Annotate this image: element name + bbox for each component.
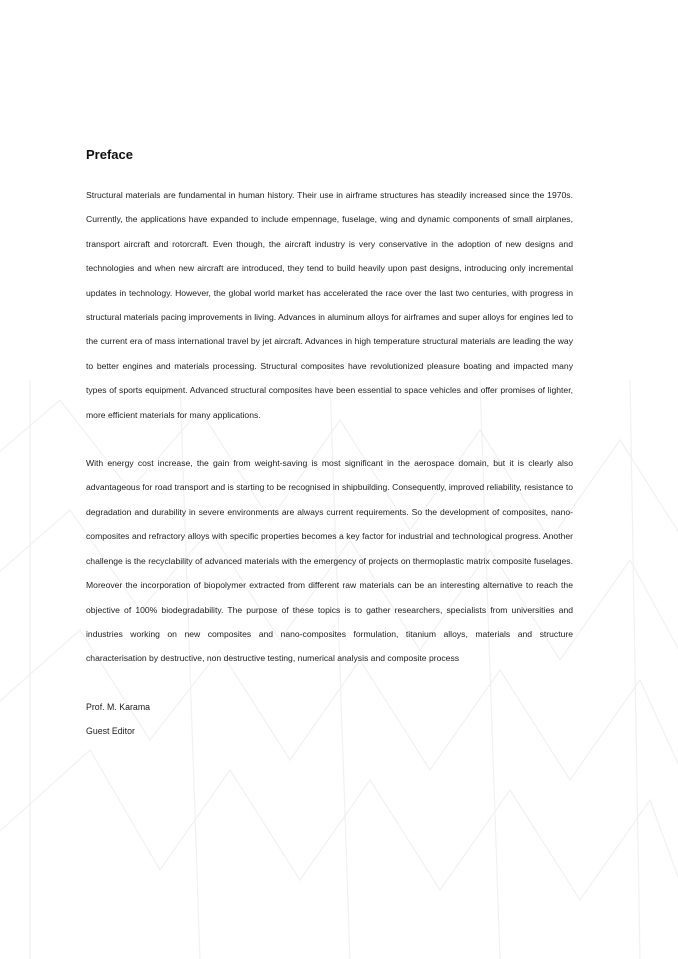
preface-content [86,147,573,743]
author-role: Guest Editor [86,725,135,736]
preface-paragraph-2: With energy cost increase, the gain from weight-saving is most significant in the aerospace domain, but it is clearly also advantageous for road transport and is starting to be recognised in shipbuilding. Consequently, improved reliability, resistance to degradation and durability in severe environments are always current requirements. So the development of composites, nano-composites and refractory alloys with specific properties becomes a key factor for industrial and technological progress. Another challenge is the recyclability of advanced materials with the emergency of projects on thermoplastic matrix composite fuselages. Moreover the incorporation of biopolymer extracted from different raw materials can be an interesting alternative to reach the objective of 100% biodegradability. The purpose of these topics is to gather researchers, specialists from universities and industries working on new composites and nano-composites formulation, titanium alloys, materials and structure characterisation by destructive, non destructive testing, numerical analysis and composite process [86,458,573,664]
author-name: Prof. M. Karama [86,701,151,712]
preface-paragraph-1: Structural materials are fundamental in human history. Their use in airframe structures has steadily increased since the 1970s. Currently, the applications have expanded to include empennage, fuselage, wing and dynamic components of small airplanes, transport aircraft and rotorcraft. Even though, the aircraft industry is very conservative in the adoption of new designs and technologies and when new aircraft are introduced, they tend to build heavily upon past designs, introducing only incremental updates in technology. However, the global world market has accelerated the race over the last two centuries, with progress in structural materials pacing improvements in living. Advances in aluminum alloys for airframes and super alloys for engines led to the current era of mass international travel by jet aircraft. Advances in high temperature structural materials are leading the way to better engines and materials processing. Structural composites have revolutionized pleasure boating and impacted many types of sports equipment. Advanced structural composites have been essential to space vehicles and offer promises of lighter, more efficient materials for many applications. [86,190,573,420]
page-title: Preface [86,147,133,162]
signature-block [86,695,573,743]
